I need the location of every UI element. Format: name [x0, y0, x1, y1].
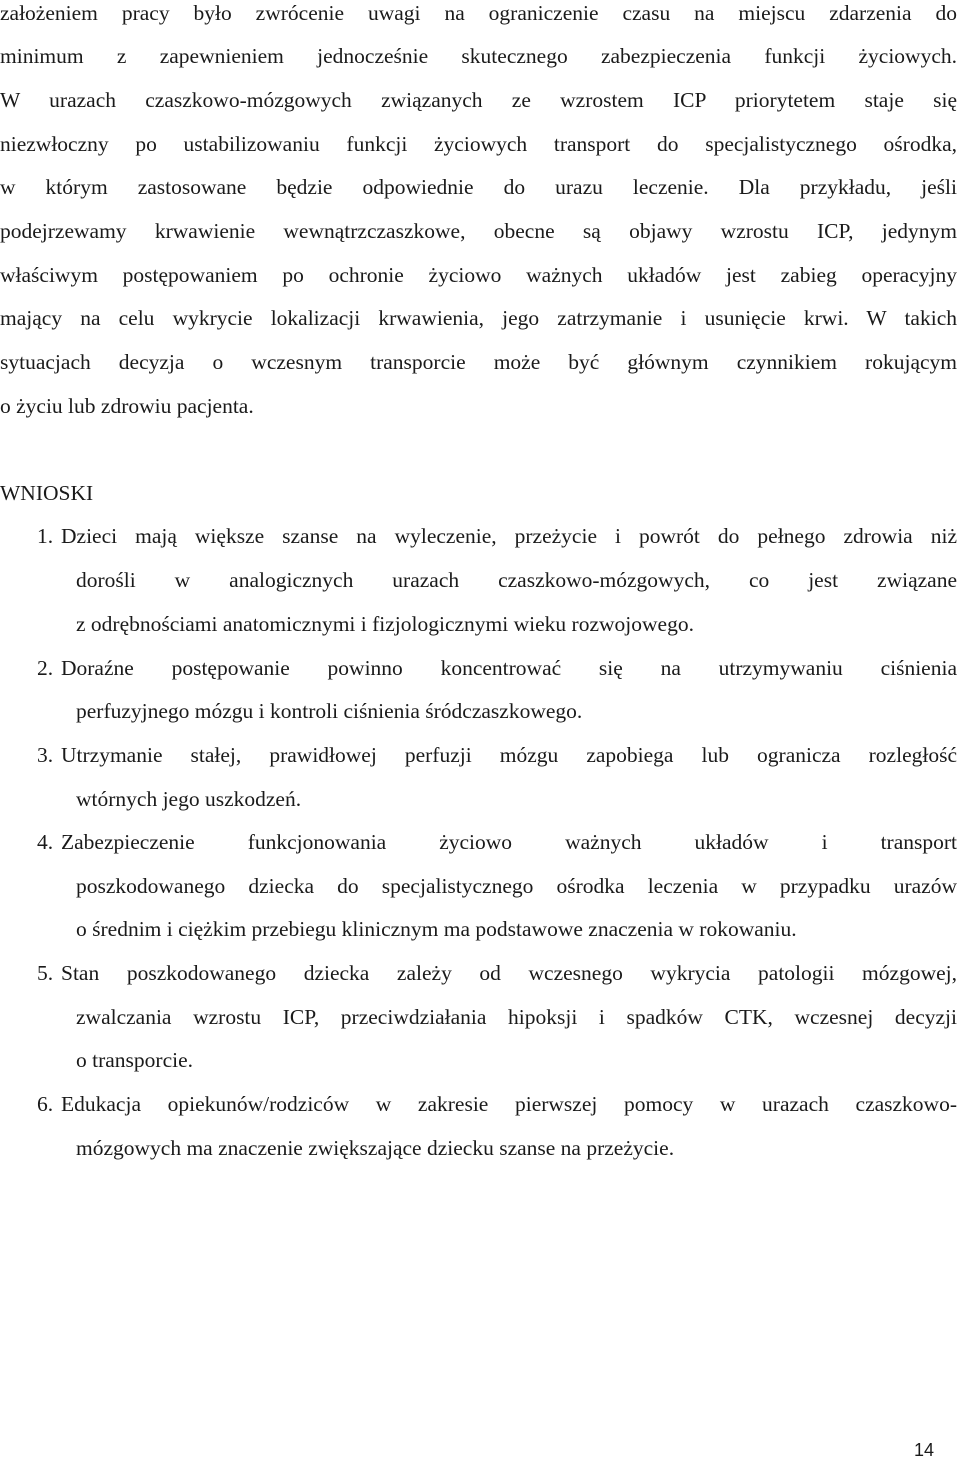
list-item-line: z odrębnościami anatomicznymi i fizjologicznymi wieku rozwojowego. [76, 612, 694, 636]
paragraph-line: sytuacjach decyzja o wczesnym transporcie może być głównym czynnikiem rokującym [0, 350, 957, 374]
paragraph-line: W urazach czaszkowo-mózgowych związanych ze wzrostem ICP priorytetem staje się [0, 88, 957, 112]
paragraph-line: niezwłoczny po ustabilizowaniu funkcji życiowych transport do specjalistycznego ośrodka, [0, 132, 957, 156]
list-item-line: Utrzymanie stałej, prawidłowej perfuzji mózgu zapobiega lub ogranicza rozległość [61, 743, 957, 767]
list-item-line: poszkodowanego dziecka do specjalistycznego ośrodka leczenia w przypadku urazów [76, 874, 957, 898]
paragraph-line: w którym zastosowane będzie odpowiednie do urazu leczenie. Dla przykładu, jeśli [0, 175, 957, 199]
list-item-line: mózgowych ma znaczenie zwiększające dziecku szanse na przeżycie. [76, 1136, 675, 1160]
paragraph-line: o życiu lub zdrowiu pacjenta. [0, 394, 254, 418]
list-item-line: o transporcie. [76, 1048, 194, 1072]
list-item-line: dorośli w analogicznych urazach czaszkowo-mózgowych, co jest związane [76, 568, 957, 592]
section-heading: WNIOSKI [0, 481, 94, 505]
list-item-line: Doraźne postępowanie powinno koncentrować się na utrzymywaniu ciśnienia [61, 656, 957, 680]
paragraph-line: założeniem pracy było zwrócenie uwagi na ograniczenie czasu na miejscu zdarzenia do [0, 1, 957, 25]
paragraph-line: minimum z zapewnieniem jednocześnie skutecznego zabezpieczenia funkcji życiowych. [0, 44, 957, 68]
list-item-line: wtórnych jego uszkodzeń. [76, 787, 302, 811]
list-item-line: Stan poszkodowanego dziecka zależy od wczesnego wykrycia patologii mózgowej, [61, 961, 957, 985]
page-number: 14 [913, 1440, 934, 1460]
list-item-number: 4. [37, 830, 54, 854]
paragraph-line: podejrzewamy krwawienie wewnątrzczaszkowe, obecne są objawy wzrostu ICP, jedynym [0, 219, 957, 243]
list-item-line: Edukacja opiekunów/rodziców w zakresie pierwszej pomocy w urazach czaszkowo- [61, 1092, 957, 1116]
list-item-line: Zabezpieczenie funkcjonowania życiowo ważnych układów i transport [61, 830, 957, 854]
list-item-number: 6. [37, 1092, 54, 1116]
paragraph-line: mający na celu wykrycie lokalizacji krwawienia, jego zatrzymanie i usunięcie krwi. W takich [0, 306, 957, 330]
list-item-line: Dzieci mają większe szanse na wyleczenie, przeżycie i powrót do pełnego zdrowia niż [61, 524, 957, 548]
list-item-line: o średnim i ciężkim przebiegu klinicznym ma podstawowe znaczenia w rokowaniu. [76, 917, 797, 941]
list-item-number: 3. [37, 743, 54, 767]
list-item-number: 1. [37, 524, 54, 548]
list-item-line: perfuzyjnego mózgu i kontroli ciśnienia śródczaszkowego. [76, 699, 583, 723]
list-item-number: 5. [37, 961, 54, 985]
list-item-line: zwalczania wzrostu ICP, przeciwdziałania hipoksji i spadków CTK, wczesnej decyzji [76, 1005, 957, 1029]
paragraph-line: właściwym postępowaniem po ochronie życiowo ważnych układów jest zabieg operacyjny [0, 263, 957, 287]
list-item-number: 2. [37, 656, 54, 680]
